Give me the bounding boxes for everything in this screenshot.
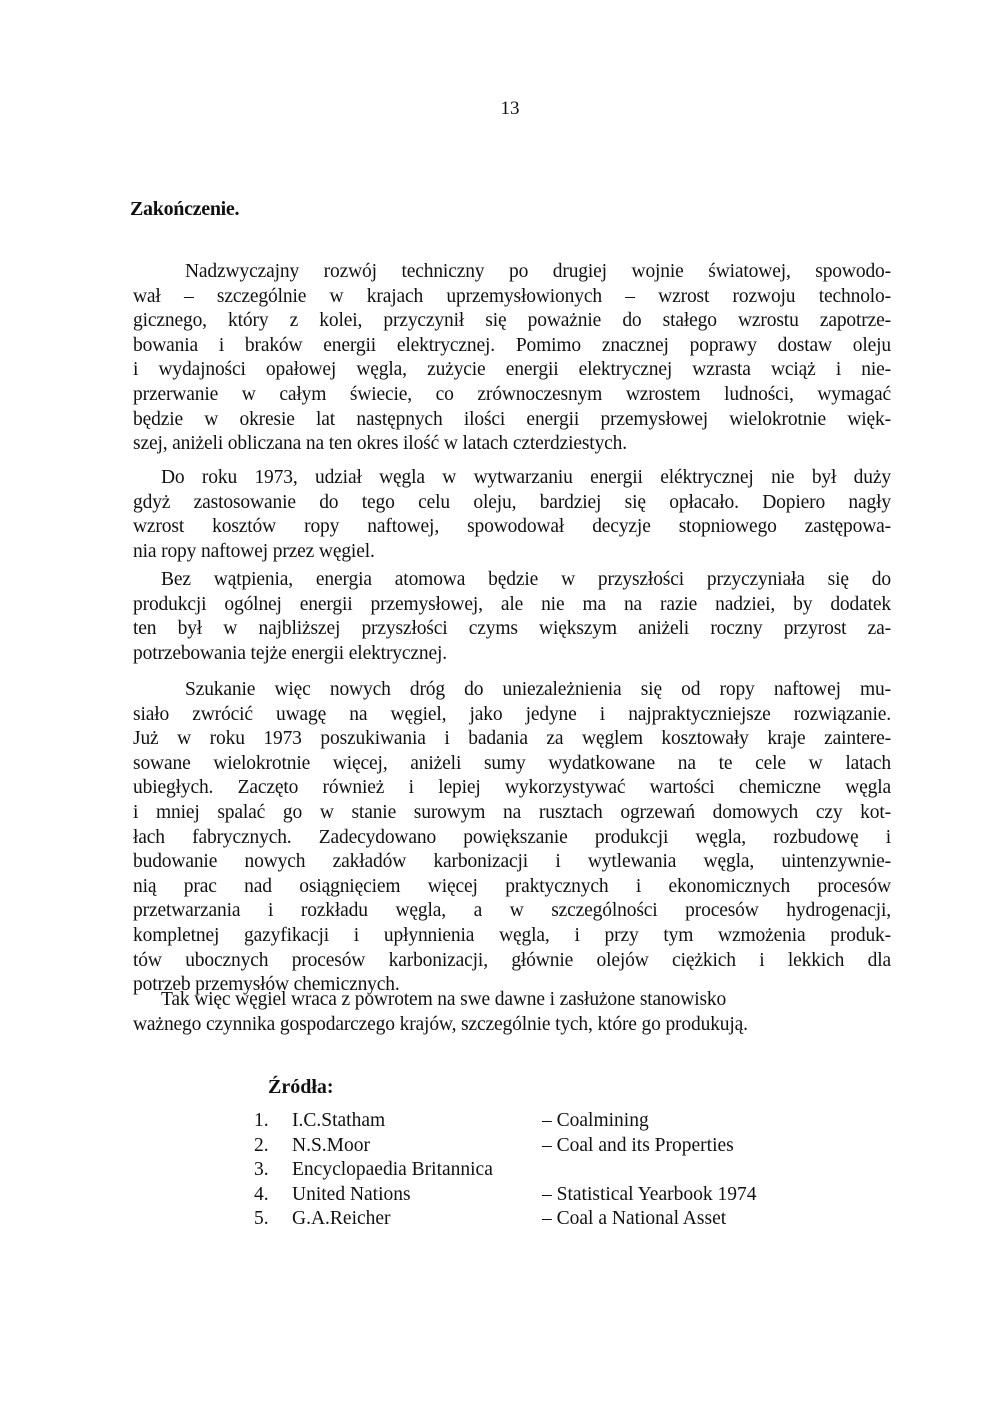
source-author: I.C.Statham	[292, 1110, 386, 1131]
source-item	[254, 1158, 757, 1183]
text-line: Bez wątpienia, energia atomowa będzie w przyszłości przyczyniała się do	[161, 569, 891, 590]
source-work: – Statistical Yearbook 1974	[542, 1183, 757, 1205]
paragraph-introduction	[133, 260, 891, 457]
text-line: Do roku 1973, udział węgla w wytwarzaniu energii eléktrycznej nie był duży	[161, 467, 891, 488]
source-item	[254, 1109, 757, 1134]
text-line: i wydajności opałowej węgla, zużycie energii elektrycznej wzrasta wciąż i nie-	[133, 359, 891, 381]
text-line: gdyż zastosowanie do tego celu oleju, bardziej się opłacało. Dopiero nagły	[133, 491, 891, 513]
text-line: wał – szczególnie w krajach uprzemysłowionych – wzrost rozwoju technolo-	[133, 285, 891, 307]
text-line: ubiegłych. Zaczęto również i lepiej wykorzystywać wartości chemiczne węgla	[133, 777, 891, 799]
source-work: – Coal a National Asset	[542, 1208, 727, 1230]
text-line: Szukanie więc nowych dróg do uniezależnienia się od ropy naftowej mu-	[185, 679, 891, 700]
paragraph-conclusion	[133, 988, 891, 1037]
text-line: tów ubocznych procesów karbonizacji, głównie olejów ciężkich i lekkich dla	[133, 949, 891, 971]
paragraph-coal-share	[133, 466, 891, 564]
text-line: nią prac nad osiągnięciem więcej praktycznych i ekonomicznych procesów	[133, 875, 891, 897]
source-author: N.S.Moor	[292, 1134, 371, 1156]
text-line: łach fabrycznych. Zadecydowano powiększanie produkcji węgla, rozbudowę i	[133, 826, 891, 848]
text-line: gicznego, który z kolei, przyczynił się poważnie do stałego wzrostu zapotrze-	[133, 310, 891, 332]
source-author: G.A.Reicher	[292, 1208, 391, 1230]
text-line: sowane wielokrotnie więcej, aniżeli sumy wydatkowane na te cele w latach	[133, 752, 891, 774]
text-line: Nadzwyczajny rozwój techniczny po drugiej wojnie światowej, spowodo-	[185, 261, 891, 282]
source-number: 1.	[254, 1110, 269, 1131]
paragraph-new-paths	[133, 678, 891, 998]
page-number: 13	[500, 98, 520, 119]
section-title: Zakończenie.	[130, 198, 240, 220]
text-line: i mniej spalać go w stanie surowym na rusztach ogrzewań domowych czy kot-	[133, 801, 891, 823]
source-work: – Coal and its Properties	[542, 1134, 734, 1156]
source-number: 3.	[254, 1159, 269, 1181]
sources-heading: Źródła:	[268, 1076, 334, 1098]
source-work: – Coalmining	[542, 1110, 649, 1131]
text-line: ważnego czynnika gospodarczego krajów, szczególnie tych, które go produkują.	[133, 1013, 748, 1035]
text-line: Już w roku 1973 poszukiwania i badania za węglem kosztowały kraje zaintere-	[133, 728, 891, 750]
paragraph-atomic-energy	[133, 568, 891, 666]
source-item	[254, 1207, 757, 1232]
text-line: kompletnej gazyfikacji i upłynnienia węgla, i przy tym wzmożenia produk-	[133, 924, 891, 946]
text-line: wzrost kosztów ropy naftowej, spowodował decyzje stopniowego zastępowa-	[133, 516, 891, 538]
text-line: budowanie nowych zakładów karbonizacji i wytlewania węgla, uintenzywnie-	[133, 851, 891, 873]
text-line: potrzebowania tejże energii elektrycznej.	[133, 642, 447, 664]
text-line: przetwarzania i rozkładu węgla, a w szczególności procesów hydrogenacji,	[133, 900, 891, 922]
source-item	[254, 1183, 757, 1208]
text-line: potrzeb przemysłów chemicznych.	[133, 974, 400, 996]
source-number: 5.	[254, 1208, 269, 1230]
text-line: bowania i braków energii elektrycznej. Pomimo znacznej poprawy dostaw oleju	[133, 334, 891, 356]
text-line: ten był w najbliższej przyszłości czyms większym aniżeli roczny przyrost za-	[133, 618, 891, 640]
text-line: siało zwrócić uwagę na węgiel, jako jedyne i najpraktyczniejsze rozwiązanie.	[133, 703, 891, 725]
sources-list	[254, 1109, 757, 1232]
source-number: 4.	[254, 1183, 269, 1205]
source-author: Encyclopaedia Britannica	[292, 1159, 493, 1181]
text-line: szej, aniżeli obliczana na ten okres ilość w latach czterdziestych.	[133, 433, 628, 455]
text-line: nia ropy naftowej przez węgiel.	[133, 540, 375, 562]
text-line: produkcji ogólnej energii przemysłowej, ale nie ma na razie nadziei, by dodatek	[133, 593, 891, 615]
text-line: przerwanie w całym świecie, co zrównoczesnym wzrostem ludności, wymagać	[133, 383, 891, 405]
source-item	[254, 1134, 757, 1159]
text-line: Tak więc węgiel wraca z powrotem na swe dawne i zasłużone stanowisko	[161, 989, 727, 1010]
source-author: United Nations	[292, 1183, 411, 1205]
source-number: 2.	[254, 1134, 269, 1156]
text-line: będzie w okresie lat następnych ilości energii przemysłowej wielokrotnie więk-	[133, 408, 891, 430]
